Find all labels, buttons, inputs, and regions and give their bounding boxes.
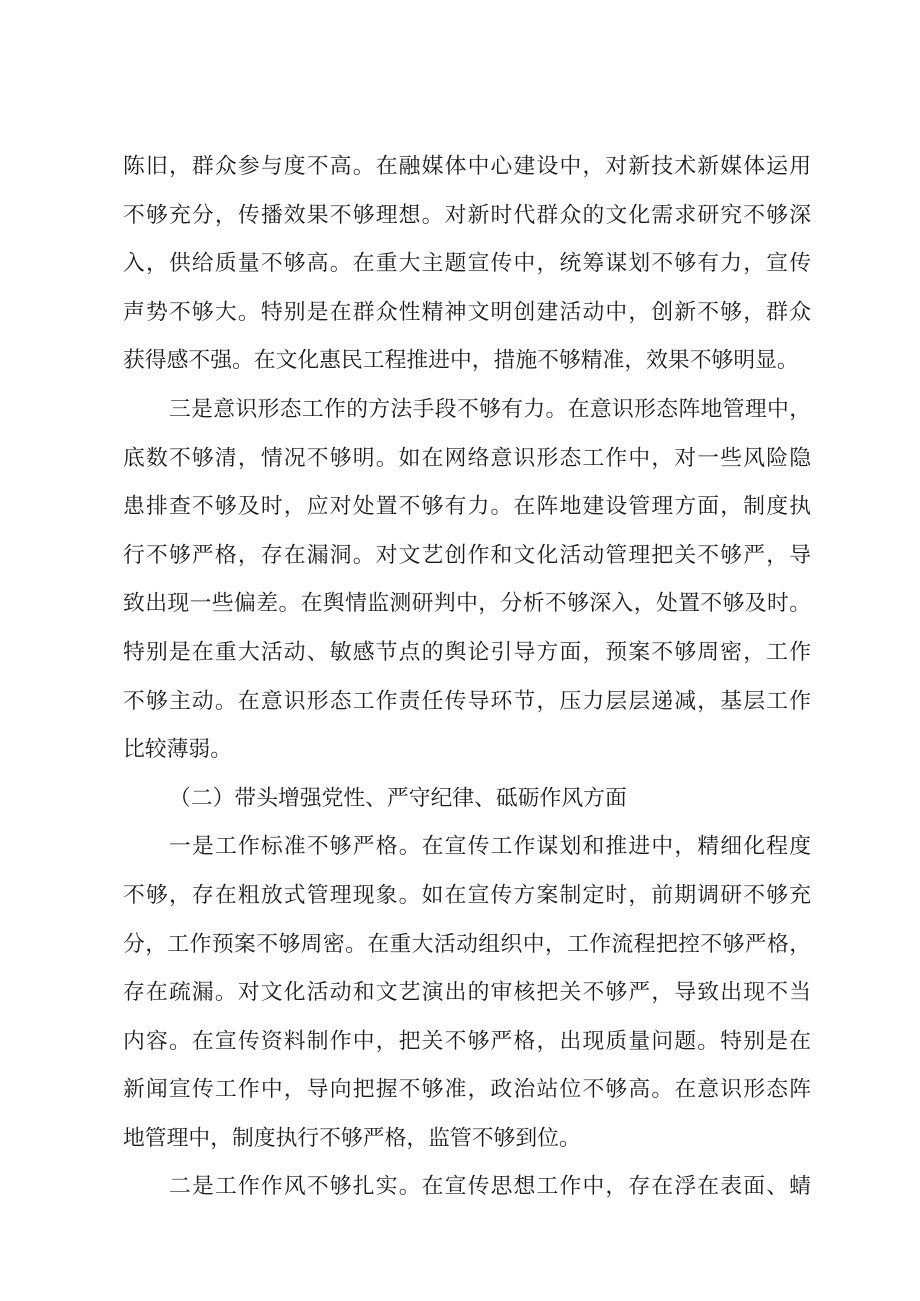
paragraph-line: 陈旧，群众参与度不高。在融媒体中心建设中，对新技术新媒体运用: [123, 154, 811, 179]
section-heading: （二）带头增强党性、严守纪律、砥砺作风方面: [169, 785, 627, 811]
paragraph-line: 一是工作标准不够严格。在宣传工作谋划和推进中，精细化程度: [169, 834, 811, 860]
paragraph-line: 患排查不够及时，应对处置不够有力。在阵地建设管理方面，制度执: [123, 494, 811, 520]
paragraph-line: 行不够严格，存在漏洞。对文艺创作和文化活动管理把关不够严，导: [123, 542, 811, 568]
paragraph-line: 不够，存在粗放式管理现象。如在宣传方案制定时，前期调研不够充: [123, 882, 811, 908]
paragraph-line: 入，供给质量不够高。在重大主题宣传中，统筹谋划不够有力，宣传: [123, 251, 811, 277]
paragraph-line: 比较薄弱。: [123, 737, 232, 763]
paragraph-line: 新闻宣传工作中，导向把握不够准，政治站位不够高。在意识形态阵: [123, 1077, 811, 1103]
paragraph-line: 不够充分，传播效果不够理想。对新时代群众的文化需求研究不够深: [123, 202, 811, 228]
paragraph-line: 二是工作作风不够扎实。在宣传思想工作中，存在浮在表面、蜻: [169, 1174, 811, 1200]
paragraph-line: 三是意识形态工作的方法手段不够有力。在意识形态阵地管理中，: [169, 396, 811, 422]
paragraph-line: 地管理中，制度执行不够严格，监管不够到位。: [123, 1125, 581, 1151]
paragraph-line: 声势不够大。特别是在群众性精神文明创建活动中，创新不够，群众: [123, 299, 811, 325]
document-body: [123, 143, 811, 1212]
paragraph-line: 不够主动。在意识形态工作责任传导环节，压力层层递减，基层工作: [123, 688, 811, 714]
paragraph-line: 底数不够清，情况不够明。如在网络意识形态工作中，对一些风险隐: [123, 445, 811, 471]
paragraph-line: 特别是在重大活动、敏感节点的舆论引导方面，预案不够周密，工作: [123, 639, 811, 665]
paragraph-line: 内容。在宣传资料制作中，把关不够严格，出现质量问题。特别是在: [123, 1028, 811, 1054]
paragraph-line: 获得感不强。在文化惠民工程推进中，措施不够精准，效果不够明显。: [123, 348, 799, 374]
paragraph-line: 致出现一些偏差。在舆情监测研判中，分析不够深入，处置不够及时。: [123, 591, 811, 617]
paragraph-line: 分，工作预案不够周密。在重大活动组织中，工作流程把控不够严格，: [123, 931, 811, 957]
paragraph-line: 存在疏漏。对文化活动和文艺演出的审核把关不够严，导致出现不当: [123, 980, 811, 1006]
